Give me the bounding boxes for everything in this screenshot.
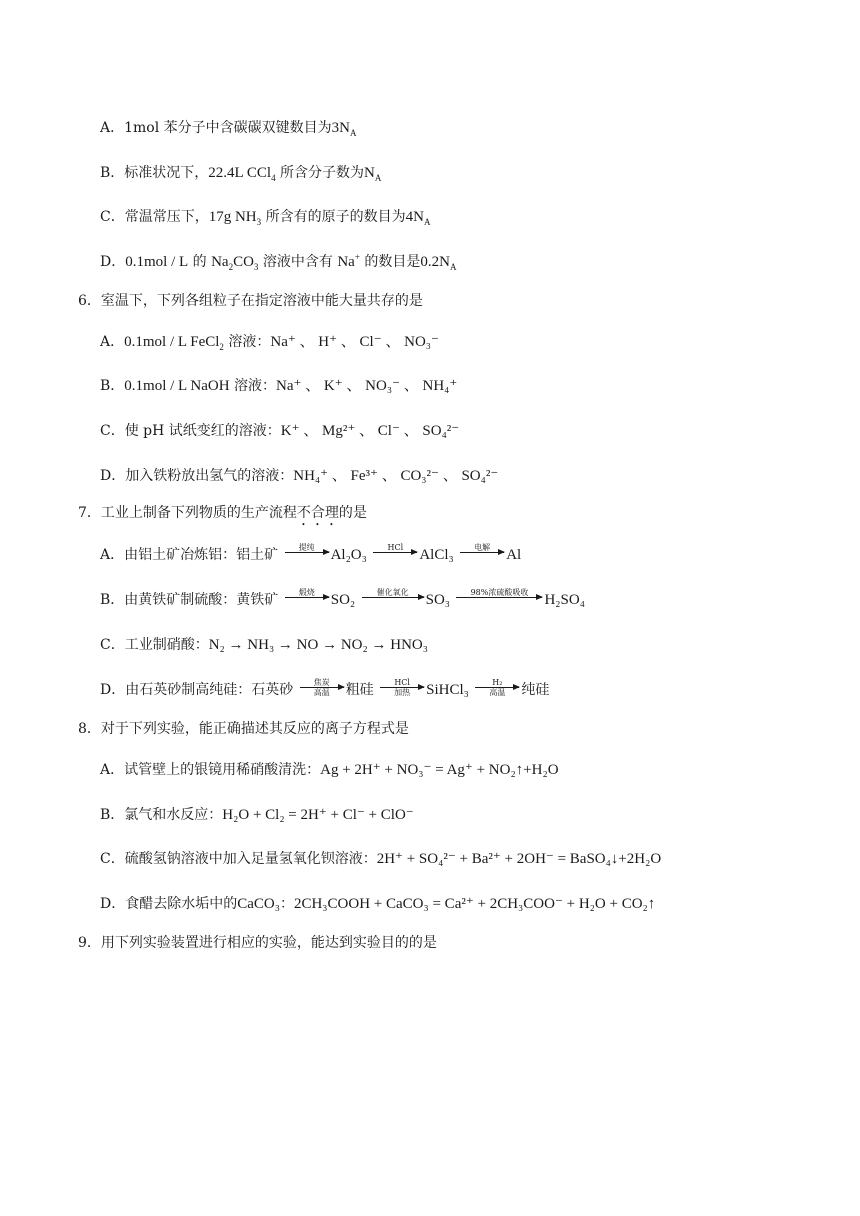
q8-option-c: C．硫酸氢钠溶液中加入足量氢氧化钡溶液：2H⁺ + SO₄²⁻ + Ba²⁺ + 2OH⁻ = BaSO₄↓+2H₂O bbox=[100, 851, 662, 867]
q9-stem: 9．用下列实验装置进行相应的实验，能达到实验目的的是 bbox=[78, 935, 437, 951]
q7-stem: 7．工业上制备下列物质的生产流程不合理的是 bbox=[78, 505, 367, 521]
q5-option-c: C．常温常压下，17g $NH_3$ 所含有的原子的数目为$4N_A$ bbox=[100, 209, 431, 227]
q7-option-d: D．由石英砂制高纯硅：石英砂 焦炭 高温 粗硅 HCl 加热 SiHCl₃ H₂ 高温 纯硅 bbox=[100, 677, 550, 698]
q5-option-d: D．0.1mol / L 的 $Na_2CO_3$ 溶液中含有 Na+ 的数目是$0.2N_A$ bbox=[100, 252, 457, 272]
q8-stem: 8．对于下列实验，能正确描述其反应的离子方程式是 bbox=[78, 721, 409, 737]
reaction-arrow: 焦炭 高温 bbox=[300, 678, 344, 697]
q8-option-d: D．食醋去除水垢中的CaCO₃：2CH₃COOH + CaCO₃ = Ca²⁺ + 2CH₃COO⁻ + H₂O + CO₂↑ bbox=[100, 896, 656, 912]
q7-option-a: A．由铝土矿冶炼铝：铝土矿 提纯 Al₂O₃ HCl AlCl₃ 电解 Al bbox=[100, 542, 522, 563]
reaction-arrow: HCl bbox=[373, 543, 417, 562]
q8-option-a: A．试管壁上的银镜用稀硝酸清洗：Ag + 2H⁺ + NO₃⁻ = Ag⁺ + NO₂↑+H₂O bbox=[100, 762, 559, 778]
reaction-arrow: HCl 加热 bbox=[380, 678, 424, 697]
q5-option-b: B．标准状况下，22.4L CCl$_4$ 所含分子数为$N_A$ bbox=[100, 165, 382, 183]
q6-option-a: A．0.1mol / L FeCl$_2$ 溶液：Na⁺ 、 H⁺ 、 Cl⁻ 、 NO₃⁻ bbox=[100, 334, 439, 352]
reaction-arrow: 催化氧化 bbox=[362, 588, 424, 607]
reaction-arrow: 提纯 bbox=[285, 543, 329, 562]
reaction-arrow: 电解 bbox=[460, 543, 504, 562]
reaction-arrow: H₂ 高温 bbox=[475, 678, 519, 697]
q7-option-b: B．由黄铁矿制硫酸：黄铁矿 煅烧 SO₂ 催化氧化 SO₃ 98%浓硫酸吸收 H₂SO₄ bbox=[100, 587, 585, 608]
q6-option-c: C．使 pH 试纸变红的溶液：K⁺ 、 Mg²⁺ 、 Cl⁻ 、 SO₄²⁻ bbox=[100, 423, 460, 439]
reaction-arrow: 煅烧 bbox=[285, 588, 329, 607]
q8-option-b: B．氯气和水反应：H₂O + Cl₂ = 2H⁺ + Cl⁻ + ClO⁻ bbox=[100, 807, 414, 823]
reaction-arrow: 98%浓硫酸吸收 bbox=[456, 588, 542, 607]
q6-option-b: B．0.1mol / L NaOH 溶液：Na⁺ 、 K⁺ 、 NO₃⁻ 、 NH₄⁺ bbox=[100, 378, 458, 394]
q6-stem: 6．室温下，下列各组粒子在指定溶液中能大量共存的是 bbox=[78, 293, 423, 309]
q7-option-c: C．工业制硝酸：N₂ → NH₃ → NO → NO₂ → HNO₃ bbox=[100, 637, 428, 653]
q5-option-a: A．1mol 苯分子中含碳碳双键数目为$3N_A$ bbox=[100, 120, 357, 138]
q6-option-d: D．加入铁粉放出氢气的溶液：NH₄⁺ 、 Fe³⁺ 、 CO₃²⁻ 、 SO₄²⁻ bbox=[100, 468, 499, 484]
